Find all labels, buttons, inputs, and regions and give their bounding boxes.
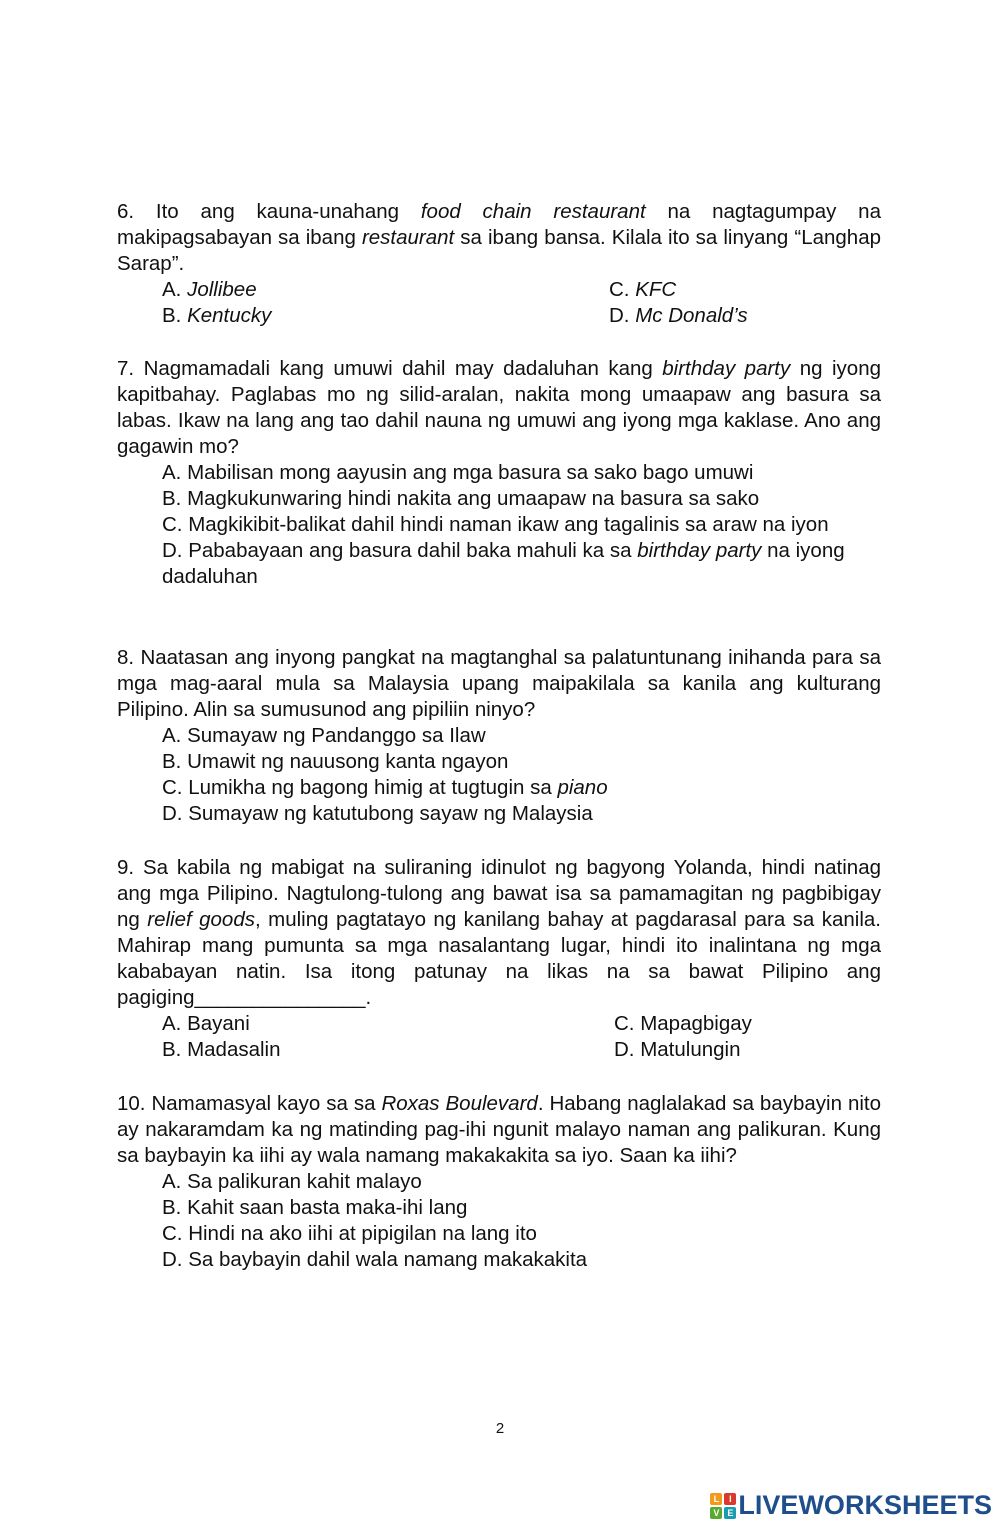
- question-8: [117, 645, 881, 827]
- q7-stem-text: 7. Nagmamadali kang umuwi dahil may dadaluhan kang: [117, 357, 663, 380]
- logo-letter: E: [939, 1490, 958, 1520]
- q8-option-a[interactable]: A. Sumayaw ng Pandanggo sa Ilaw: [162, 724, 486, 747]
- q10-option-b[interactable]: B. Kahit saan basta maka-ihi lang: [162, 1196, 468, 1219]
- q6-option-c[interactable]: [609, 277, 676, 303]
- q6-stem-text: na nagtagumpay na makipagsabayan sa ibang: [117, 200, 881, 249]
- logo-letter: S: [883, 1490, 902, 1520]
- option-text: Mc Donald’s: [635, 304, 748, 327]
- option-text: Kentucky: [187, 304, 272, 327]
- logo-letter: O: [823, 1490, 845, 1520]
- option-text: KFC: [635, 278, 677, 301]
- q6-option-a[interactable]: [162, 277, 609, 303]
- liveworksheets-logo-icon: [710, 1493, 736, 1519]
- option-text: na iyong dadaluhan: [162, 539, 845, 588]
- liveworksheets-logo-text: [738, 1490, 992, 1521]
- question-7-stem: [117, 356, 881, 460]
- option-italic: piano: [557, 776, 608, 799]
- logo-letter: I: [754, 1490, 763, 1520]
- question-6-stem: [117, 199, 881, 277]
- question-7: [117, 356, 881, 590]
- q8-option-c[interactable]: [162, 775, 881, 801]
- q8-option-d[interactable]: D. Sumayaw ng katutubong sayaw ng Malaysia: [162, 802, 593, 825]
- q9-option-c[interactable]: C. Mapagbigay: [614, 1012, 752, 1035]
- question-6-options: [117, 277, 881, 329]
- logo-letter: E: [921, 1490, 940, 1520]
- liveworksheets-logo: [710, 1490, 992, 1521]
- q6-stem-text: sa ibang bansa. Kilala ito sa linyang “Langhap Sarap”.: [117, 226, 881, 275]
- q7-option-b[interactable]: B. Magkukunwaring hindi nakita ang umaapaw na basura sa sako: [162, 487, 760, 510]
- question-10-options: [117, 1169, 881, 1273]
- question-9-options: [117, 1011, 881, 1063]
- q7-option-a[interactable]: A. Mabilisan mong aayusin ang mga basura sa sako bago umuwi: [162, 461, 754, 484]
- logo-letter: T: [957, 1490, 974, 1520]
- question-9-stem: [117, 855, 881, 1011]
- logo-letter: W: [798, 1490, 824, 1520]
- option-text: D. Pababayaan ang basura dahil baka mahuli ka sa: [162, 539, 638, 562]
- question-8-options: [117, 723, 881, 827]
- logo-icon-letter: E: [724, 1507, 736, 1519]
- q7-stem-text: ng iyong kapitbahay. Paglabas mo ng silid-aralan, nakita mong umaapaw ang basura sa labas. Ikaw na lang ang tao dahil nauna ng umuwi ang iyong mga kaklase. Ano ang gagawin mo?: [117, 357, 881, 458]
- option-letter: D.: [609, 304, 636, 327]
- logo-letter: E: [780, 1490, 799, 1520]
- q10-option-c[interactable]: C. Hindi na ako iihi at pipigilan na lang ito: [162, 1222, 537, 1245]
- option-text: Jollibee: [187, 278, 257, 301]
- q8-option-b[interactable]: B. Umawit ng nauusong kanta ngayon: [162, 750, 509, 773]
- q9-option-a[interactable]: A. Bayani: [162, 1012, 250, 1035]
- q10-option-a[interactable]: A. Sa palikuran kahit malayo: [162, 1170, 422, 1193]
- logo-letter: H: [901, 1490, 922, 1520]
- logo-letter: V: [762, 1490, 781, 1520]
- question-8-stem: 8. Naatasan ang inyong pangkat na magtanghal sa palatuntunang inihanda para sa mga mag-aaral mula sa Malaysia upang maipakilala sa kanila ang kulturang Pilipino. Alin sa sumusunod ang pipiliin ninyo?: [117, 646, 881, 721]
- q10-stem-text: 10. Namamasyal kayo sa sa: [117, 1092, 382, 1115]
- question-10: [117, 1091, 881, 1273]
- q6-option-d[interactable]: [609, 303, 748, 329]
- question-10-stem: [117, 1091, 881, 1169]
- q9-stem-italic: relief goods: [147, 908, 255, 931]
- option-text: C. Lumikha ng bagong himig at tugtugin sa: [162, 776, 558, 799]
- q10-stem-text: . Habang naglalakad sa baybayin nito ay nakaramdam ka ng matinding pag-ihi ngunit malayo naman ang palikuran. Kung sa baybayin ka iihi ay wala namang makakakita sa iyo. Saan ka iihi?: [117, 1092, 881, 1167]
- question-9: [117, 855, 881, 1063]
- q9-stem-text: 9. Sa kabila ng mabigat na suliraning idinulot ng bagyong Yolanda, hindi natinag ang mga Pilipino. Nagtulong-tulong ang bawat isa sa pamamagitan ng pagbibigay ng: [117, 856, 881, 931]
- option-letter: A.: [162, 278, 188, 301]
- q9-option-d[interactable]: D. Matulungin: [614, 1038, 741, 1061]
- logo-icon-letter: L: [710, 1493, 722, 1505]
- logo-letter: L: [738, 1490, 755, 1520]
- question-6: [117, 199, 881, 329]
- q10-option-d[interactable]: D. Sa baybayin dahil wala namang makakakita: [162, 1248, 588, 1271]
- option-italic: birthday party: [637, 539, 762, 562]
- q9-stem-text: , muling pagtatayo ng kanilang bahay at pagdarasal para sa kanila. Mahirap mang pumunta sa mga nasalantang lugar, hindi ito inalintana ng mga kababayan natin. Isa itong patunay na likas na sa bawat Pilipino ang pagiging_______________.: [117, 908, 882, 1009]
- logo-icon-letter: I: [724, 1493, 736, 1505]
- q6-option-b[interactable]: [162, 303, 609, 329]
- logo-letter: K: [864, 1490, 884, 1520]
- q6-stem-italic: restaurant: [361, 226, 455, 249]
- q7-stem-italic: birthday party: [662, 357, 791, 380]
- q7-option-d[interactable]: [162, 538, 881, 590]
- q6-stem-italic: food chain restaurant: [420, 200, 646, 223]
- q10-stem-italic: Roxas Boulevard: [381, 1092, 538, 1115]
- q7-option-c[interactable]: C. Magkikibit-balikat dahil hindi naman ikaw ang tagalinis sa araw na iyon: [162, 513, 829, 536]
- q9-option-b[interactable]: B. Madasalin: [162, 1038, 281, 1061]
- logo-letter: R: [844, 1490, 865, 1520]
- logo-letter: S: [973, 1490, 992, 1520]
- option-letter: B.: [162, 304, 188, 327]
- q6-stem-text: 6. Ito ang kauna-unahang: [117, 200, 421, 223]
- logo-icon-letter: V: [710, 1507, 722, 1519]
- page-number: 2: [495, 1420, 505, 1437]
- question-7-options: [117, 460, 881, 590]
- option-letter: C.: [609, 278, 636, 301]
